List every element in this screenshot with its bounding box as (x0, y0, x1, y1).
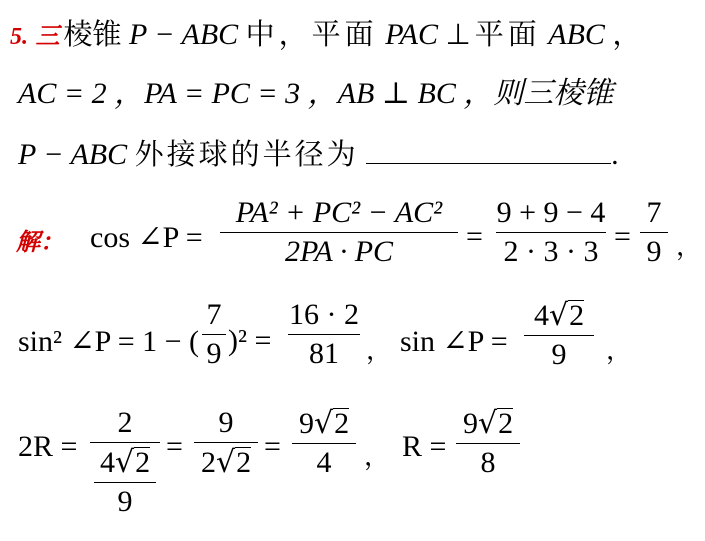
sqrt-icon: √ (114, 445, 135, 480)
r-fraction-3 (292, 406, 356, 480)
sin2-fraction (288, 298, 360, 371)
math-segment: sin ∠P = (400, 325, 508, 358)
answer-blank[interactable] (366, 135, 611, 164)
fraction-numerator (94, 445, 156, 480)
fraction-numerator (456, 406, 520, 441)
problem-line-2 (18, 74, 613, 114)
fraction-denominator: 9 (551, 338, 567, 371)
fraction-bar (640, 232, 668, 233)
sin2-lhs (18, 324, 199, 359)
r-fraction-2 (194, 406, 258, 480)
text-segment: 棱锥 (63, 17, 122, 51)
r-complex-fraction (90, 406, 160, 519)
text-segment: 外接球的半径为 (134, 137, 359, 171)
radicand: 2 (334, 407, 350, 440)
math-segment: )² = (228, 324, 272, 357)
fraction-bar (292, 443, 356, 444)
fraction-denominator: 4 (316, 446, 332, 479)
fraction-bar (194, 442, 258, 443)
coefficient: 4 (533, 299, 549, 332)
math-segment: P − ABC (18, 138, 128, 171)
sqrt-icon: √ (548, 298, 569, 333)
text-segment: 中，平面 (245, 17, 378, 51)
fraction-numerator: PA² + PC² − AC² (235, 196, 443, 229)
math-segment: R = (402, 430, 447, 463)
fraction-numerator: 7 (646, 196, 662, 229)
fraction-denominator: 2 · 3 · 3 (503, 235, 599, 268)
fraction-denominator: 9 (117, 485, 133, 518)
fraction-numerator: 9 + 9 − 4 (496, 196, 606, 229)
fraction-numerator: 2 (117, 406, 133, 439)
fraction-numerator: 9 (218, 406, 234, 439)
equals-sign: = (264, 430, 281, 463)
problem-number: 5. (10, 24, 28, 50)
math-segment: AC = 2 ，PA = PC = 3 ，AB ⊥ BC ，则三棱锥 (18, 77, 614, 110)
sqrt-icon: √ (215, 445, 236, 480)
cos-lhs (90, 220, 203, 255)
radicand: 2 (135, 446, 151, 479)
nested-fraction (94, 445, 156, 519)
fraction-denominator: 8 (480, 446, 496, 479)
equals-sign: = (614, 220, 631, 253)
fraction-bar (220, 232, 458, 233)
equals-sign: = (466, 220, 483, 253)
coefficient: 2 (200, 446, 216, 479)
sqrt-icon: √ (477, 406, 498, 441)
comma: ， (366, 336, 393, 366)
fraction-denominator (90, 445, 160, 519)
fraction-bar (524, 335, 594, 336)
equals-sign: = (166, 430, 183, 463)
cos-fraction-3 (640, 196, 668, 269)
cos-fraction-2 (496, 196, 606, 269)
text-segment: ， (612, 17, 642, 51)
fraction-numerator (292, 406, 356, 441)
fraction-denominator: 9 (646, 235, 662, 268)
fraction-denominator: 81 (309, 337, 339, 370)
fraction-numerator: 7 (206, 298, 222, 331)
radicand: 2 (498, 407, 514, 440)
sqrt-icon: √ (313, 406, 334, 441)
fraction-numerator (524, 298, 594, 333)
math-segment: sin² ∠P = 1 − ( (18, 325, 200, 358)
coefficient: 9 (462, 407, 478, 440)
radicand: 2 (236, 446, 252, 479)
comma: ， (676, 232, 703, 262)
text-segment: ⊥平面 (445, 17, 541, 51)
fraction-denominator: 9 (206, 337, 222, 370)
math-segment: P − ABC (129, 18, 239, 51)
sin-fraction (524, 298, 594, 372)
fraction-bar (456, 443, 520, 444)
fraction-denominator (194, 445, 258, 480)
fraction-bar (94, 482, 156, 483)
fraction-numerator: 16 · 2 (289, 298, 359, 331)
cos-fraction (220, 196, 458, 269)
problem-line-3 (18, 134, 619, 174)
fraction-bar (496, 232, 606, 233)
fraction-bar (202, 334, 226, 335)
math-segment: ABC (548, 18, 605, 51)
math-segment: PAC (385, 18, 438, 51)
coefficient: 4 (99, 446, 115, 479)
comma: ， (364, 442, 391, 472)
problem-line-1 (10, 14, 641, 54)
radicand: 2 (569, 299, 585, 332)
fraction-denominator: 2PA · PC (284, 235, 394, 268)
problem-prefix: 三 (35, 22, 60, 50)
math-segment: 2R = (18, 430, 78, 463)
math-segment: cos ∠P = (90, 221, 203, 254)
R-fraction (456, 406, 520, 480)
comma: ， (606, 336, 633, 366)
solution-label: 解： (16, 228, 64, 256)
fraction-bar (90, 442, 160, 443)
fraction-bar (288, 334, 360, 335)
sin2-inner-fraction (202, 298, 226, 371)
text-segment: . (611, 138, 619, 171)
coefficient: 9 (298, 407, 314, 440)
